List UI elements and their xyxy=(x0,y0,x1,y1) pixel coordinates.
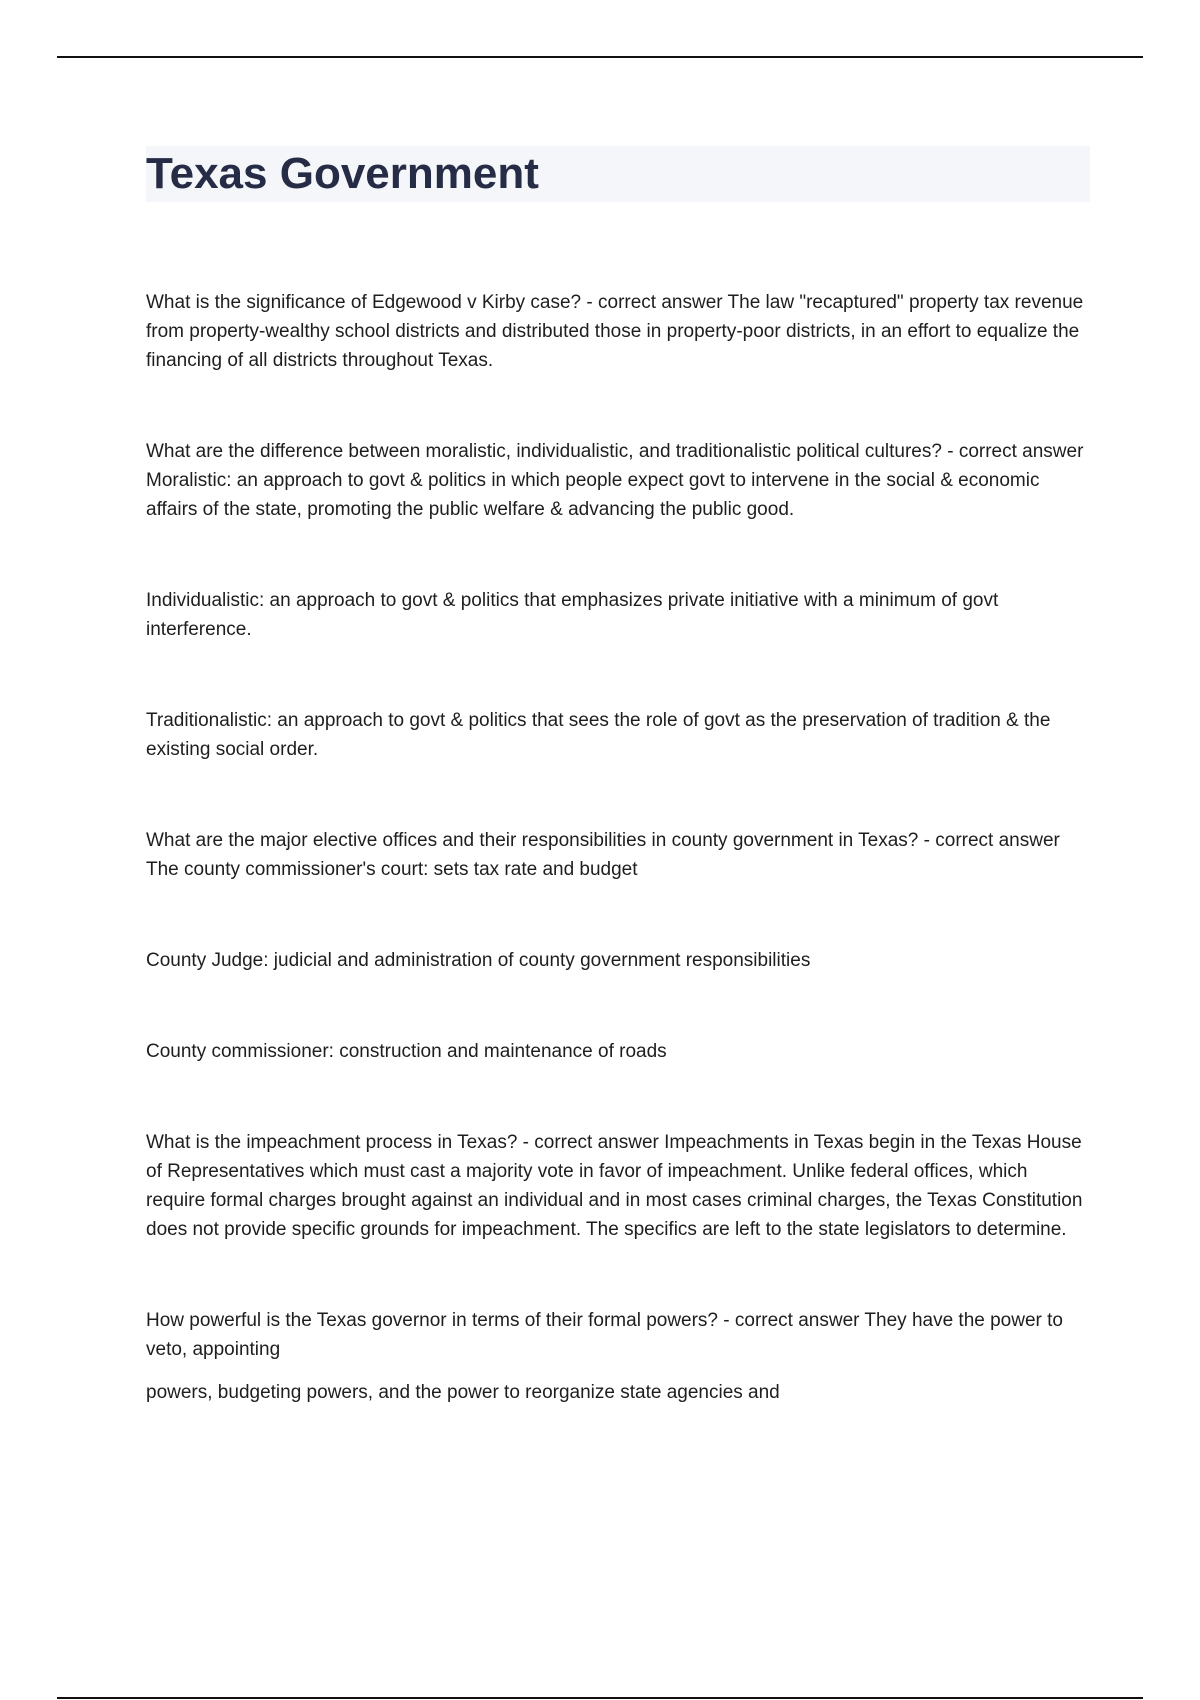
paragraph-edgewood-v-kirby: What is the significance of Edgewood v Kirby case? - correct answer The law "recaptured" property tax revenue from property-wealthy school districts and distributed those in property-poor districts, in an effort to equalize the financing of all districts throughout Texas. xyxy=(146,292,1084,371)
paragraph-impeachment: What is the impeachment process in Texas? - correct answer Impeachments in Texas begin in the Texas House of Representatives which must cast a majority vote in favor of impeachment. Unlike federal offices, which require formal charges brought against an individual and in most cases criminal charges, the Texas Constitution does not provide specific grounds for impeachment. The specifics are left to the state legislators to determine. xyxy=(146,1132,1083,1240)
paragraph-county-commissioner: County commissioner: construction and maintenance of roads xyxy=(146,1041,667,1062)
bottom-divider xyxy=(57,1697,1143,1699)
document-title: Texas Government xyxy=(146,149,539,198)
document-body xyxy=(146,146,1090,1403)
top-divider xyxy=(57,56,1143,58)
paragraph-county-offices: What are the major elective offices and their responsibilities in county government in Texas? - correct answer The county commissioner's court: sets tax rate and budget xyxy=(146,830,1060,880)
paragraph-list xyxy=(146,288,1090,1407)
paragraph-traditionalistic: Traditionalistic: an approach to govt & politics that sees the role of govt as the preservation of tradition & the existing social order. xyxy=(146,710,1051,760)
paragraph-governor-powers: How powerful is the Texas governor in terms of their formal powers? - correct answer They have the power to veto, appointing xyxy=(146,1310,1063,1360)
paragraph-governor-powers-continued: powers, budgeting powers, and the power to reorganize state agencies and xyxy=(146,1382,780,1403)
paragraph-county-judge: County Judge: judicial and administration of county government responsibilities xyxy=(146,950,811,971)
title-banner xyxy=(146,146,1090,202)
paragraph-political-cultures: What are the difference between moralistic, individualistic, and traditionalistic political cultures? - correct answer Moralistic: an approach to govt & politics in which people expect govt to intervene in the social & economic affairs of the state, promoting the public welfare & advancing the public good. xyxy=(146,441,1084,520)
paragraph-individualistic: Individualistic: an approach to govt & politics that emphasizes private initiative with a minimum of govt interference. xyxy=(146,590,999,640)
